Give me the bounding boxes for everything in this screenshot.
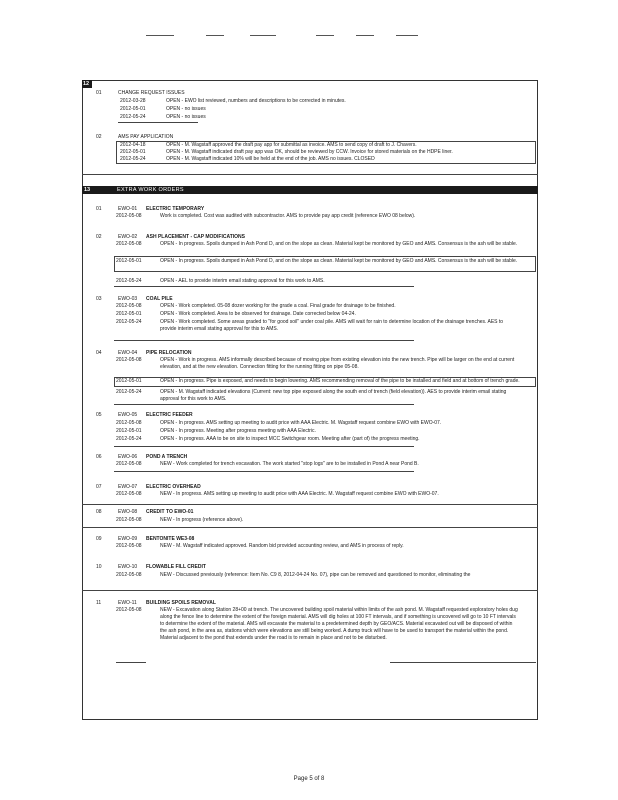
- divider: [116, 662, 146, 663]
- ewo-id: EWO-08: [118, 509, 138, 515]
- ewo-title: PIPE RELOCATION: [146, 350, 192, 356]
- item-number: 01: [96, 90, 102, 96]
- divider: [118, 122, 198, 123]
- entry-date: 2012-05-24: [120, 114, 146, 120]
- header-rule: [316, 35, 334, 36]
- entry-text: NEW - Work completed for trench excavation. The work started "stop logs" are to be installed in Pond A near Pond B.: [160, 461, 419, 467]
- ewo-id: EWO-02: [118, 234, 138, 240]
- ewo-id: EWO-04: [118, 350, 138, 356]
- section-number: 12: [83, 81, 90, 87]
- entry-date: 2012-05-01: [116, 378, 142, 384]
- entry-date: 2012-05-01: [120, 149, 146, 155]
- item-number: 06: [96, 454, 102, 460]
- entry-date: 2012-05-08: [116, 491, 142, 497]
- ewo-id: EWO-03: [118, 296, 138, 302]
- entry-text: NEW - M. Wagstaff indicated approved. Random bid provided accounting review, and AMS in process of reply.: [160, 543, 404, 549]
- item-title: AMS PAY APPLICATION: [118, 134, 174, 140]
- page-number: Page 5 of 8: [293, 776, 325, 782]
- item-number: 09: [96, 536, 102, 542]
- header-rule: [356, 35, 374, 36]
- item-number: 07: [96, 484, 102, 490]
- divider: [114, 286, 414, 287]
- entry-text: OPEN - M. Wagstaff indicated draft pay app was OK, should be reviewed by CCW. Invoice for stored materials on the HDPE liner.: [166, 149, 453, 155]
- entry-date: 2012-05-01: [120, 106, 146, 112]
- entry-date: 2012-05-08: [116, 572, 142, 578]
- divider: [114, 446, 414, 447]
- ewo-id: EWO-09: [118, 536, 138, 542]
- entry-date: 2012-05-08: [116, 303, 142, 309]
- entry-date: 2012-05-08: [116, 517, 142, 523]
- section-12-tag: [82, 80, 92, 88]
- entry-date: 2012-05-08: [116, 420, 142, 426]
- entry-text: NEW - In progress. AMS setting up meeting to audit price with AAA Electric. M. Wagstaff request combine EWO with EWO-07.: [160, 491, 439, 497]
- item-number: 03: [96, 296, 102, 302]
- entry-text: OPEN - In progress. Pipe is exposed, and needs to begin lowering. AMS recommending removal of the pipe to be installed and field and at bottom of trench grade.: [160, 378, 520, 384]
- entry-text: NEW - Discussed previously (reference: Item No. C9 8, 2012-04-24 No. 07), pipe can be removed and questioned to monitor, eliminating the: [160, 572, 471, 578]
- ewo-id: EWO-11: [118, 600, 137, 606]
- entry-text: NEW - Excavation along Station 28+00 at trench. The uncovered building spoil material within limits of the ash pond. M. Wagstaff requested exploratory holes dug along the fence line to determine the extent of the foreign material. AMS will dig holes at 100 FT intervals, and if something is uncovered will go to 10 FT intervals to determine the extent of the material. AMS will excavate the material to a predetermined depth by GEO/ACS. Material excavated out will be disposed of within the ash pond, in the area as, stations which were elevations are still being worked. A dump truck will have to be used to transport the material within the pond. Material adjacent to the pond that extends under the road is to remain in place and not to be disturbed.: [160, 607, 518, 641]
- entry-date: 2012-05-08: [116, 607, 142, 613]
- ewo-title: ELECTRIC FEEDER: [146, 412, 193, 418]
- entry-date: 2012-05-01: [116, 258, 142, 264]
- ewo-title: BUILDING SPOILS REMOVAL: [146, 600, 216, 606]
- ewo-title: POND A TRENCH: [146, 454, 188, 460]
- entry-date: 2012-05-24: [116, 436, 142, 442]
- entry-date: 2012-05-08: [116, 461, 142, 467]
- ewo-id: EWO-10: [118, 564, 138, 570]
- divider: [82, 527, 538, 528]
- ewo-id: EWO-07: [118, 484, 138, 490]
- ewo-id: EWO-06: [118, 454, 138, 460]
- ewo-title: ELECTRIC OVERHEAD: [146, 484, 201, 490]
- entry-text: OPEN - Work completed. Area to be observed for drainage. Date corrected below 04-24.: [160, 311, 356, 317]
- entry-text: OPEN - In progress. Meeting after progress meeting with AAA Electric.: [160, 428, 316, 434]
- entry-date: 2012-05-01: [116, 428, 142, 434]
- section-number: 13: [84, 187, 91, 193]
- item-number: 02: [96, 134, 102, 140]
- ewo-title: ASH PLACEMENT - CAP MODIFICATIONS: [146, 234, 245, 240]
- entry-date: 2012-04-18: [120, 142, 146, 148]
- entry-text: OPEN - AEL to provide interim email stating approval for this work to AMS.: [160, 278, 325, 284]
- entry-text: OPEN - In progress. Spoils dumped in Ash Pond D, and on the slope as clean. Material kept be monitored by GEO and AMS. Consensus is the ash will be stable.: [160, 258, 518, 264]
- divider: [390, 662, 536, 663]
- header-rule: [250, 35, 276, 36]
- divider: [82, 504, 538, 505]
- item-number: 08: [96, 509, 102, 515]
- item-number: 02: [96, 234, 102, 240]
- entry-text: Work is completed. Cost was audited with subcontractor. AMS to provide pay app credit (reference EWO 08 below).: [160, 213, 416, 219]
- entry-text: OPEN - M. Wagstaff indicated elevations (Current: new top pipe exposed along the south end of trench (field elevation)). AES to provide interim email stating approval for this work to AMS.: [160, 389, 507, 402]
- ewo-title: ELECTRIC TEMPORARY: [146, 206, 205, 212]
- entry-date: 2012-05-08: [116, 213, 142, 219]
- ewo-title: FLOWABLE FILL CREDIT: [146, 564, 206, 570]
- item-title: CHANGE REQUEST ISSUES: [118, 90, 185, 96]
- entry-text: OPEN - Work completed. 05-08 dozer working for the grade a coal. Final grade for drainage to be finished.: [160, 303, 396, 309]
- entry-date: 2012-05-24: [116, 278, 142, 284]
- item-number: 11: [96, 600, 102, 606]
- entry-date: 2012-03-28: [120, 98, 146, 104]
- entry-text: OPEN - In progress. Spoils dumped in Ash Pond D, and on the slope as clean. Material kept be monitored by GEO and AMS. Consensus is the ash will be stable.: [160, 241, 518, 247]
- entry-date: 2012-05-08: [116, 543, 142, 549]
- entry-text: OPEN - In progress. AAA to be on site to inspect MCC Switchgear room. Meeting after (part of) the progress meeting.: [160, 436, 420, 442]
- item-number: 04: [96, 350, 102, 356]
- header-rule: [206, 35, 224, 36]
- section-13-header: [82, 186, 538, 194]
- divider: [82, 590, 538, 591]
- entry-text: OPEN - M. Wagstaff approved the draft pay app for submittal as invoice. AMS to send copy of draft to J. Chavers.: [166, 142, 417, 148]
- entry-text: OPEN - no issues: [166, 114, 206, 120]
- item-number: 10: [96, 564, 102, 570]
- ewo-id: EWO-01: [118, 206, 138, 212]
- divider: [114, 404, 414, 405]
- ewo-id: EWO-05: [118, 412, 138, 418]
- entry-date: 2012-05-24: [116, 319, 142, 325]
- entry-date: 2012-05-08: [116, 241, 142, 247]
- header-rule: [146, 35, 174, 36]
- item-number: 05: [96, 412, 102, 418]
- entry-text: NEW - In progress (reference above).: [160, 517, 244, 523]
- item-number: 01: [96, 206, 102, 212]
- entry-text: OPEN - Work completed. Some areas graded to "for good soil" under coal pile. AMS will wait for rain to determine location of the drainage trenches. AES to provide interim email stating approval for this to AMS.: [160, 319, 504, 332]
- section-title: EXTRA WORK ORDERS: [117, 187, 184, 193]
- entry-text: OPEN - In progress. AMS setting up meeting to audit price with AAA Electric. M. Wagstaff request combine EWO with EWO-07.: [160, 420, 442, 426]
- divider: [114, 340, 414, 341]
- divider: [82, 174, 538, 175]
- ewo-title: BENTONITE WE3-08: [146, 536, 195, 542]
- ewo-title: COAL PILE: [146, 296, 173, 302]
- entry-date: 2012-05-08: [116, 357, 142, 363]
- divider: [114, 471, 414, 472]
- entry-date: 2012-05-24: [116, 389, 142, 395]
- entry-date: 2012-05-01: [116, 311, 142, 317]
- entry-text: OPEN - EWO list reviewed, numbers and descriptions to be corrected in minutes.: [166, 98, 346, 104]
- entry-text: OPEN - M. Wagstaff indicated 10% will be held at the end of the job. AMS no issues. CLOSED: [166, 156, 375, 162]
- entry-text: OPEN - Work in progress. AMS informally described because of moving pipe from existing elevation into the new trench. Pipe will be larger on the end at current elevation, and at the new elevation. Connection fitting for the running fitting on pipe 05-08.: [160, 357, 515, 370]
- ewo-title: CREDIT TO EWO-01: [146, 509, 194, 515]
- entry-text: OPEN - no issues: [166, 106, 206, 112]
- header-rule: [396, 35, 418, 36]
- entry-date: 2012-05-24: [120, 156, 146, 162]
